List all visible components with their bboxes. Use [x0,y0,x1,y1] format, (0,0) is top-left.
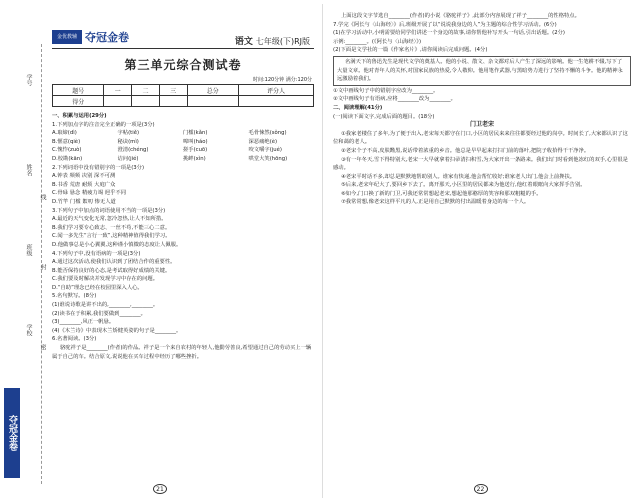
binding-label-class: 班级 [25,244,32,256]
option: 挑衅(xìn) [183,155,206,162]
section-heading: 一、积累与运用(29分) [52,113,107,119]
reading-instructions: (一)阅读下面文字,完成后面的题目。(18分) [333,113,435,120]
binding-secret-mark: 密 [39,344,46,350]
question-4: 4.下列句子中,没有语病的一项是(3分) [52,250,141,257]
option: 澄清(chéng) [117,147,149,154]
left-questions [52,112,314,361]
brand-title: 夺冠金卷 [85,31,129,44]
option: 毛骨悚然(sǒng) [248,130,287,137]
option: 秘诀(mì) [117,138,139,145]
score-header-cell: 一 [104,85,132,96]
left-page [2,4,318,498]
page-number-right: 22 [323,484,638,494]
score-table [52,84,314,107]
right-questions [333,12,631,207]
option: C.我们要及时解决并发现学习中存在的问题。 [52,276,159,283]
passage-paragraph: ④老宋平时话不多,却总是默默地帮助别人。谁家有快递,他会帮忙收好;谁家老人出门,他会上前搀扶。 [341,173,576,180]
passage-paragraph: ①我家老楼住了多年,为了便于出入,老宋每天都守在门口,小区的居民来来往往都要经过他的岗亭。时间长了,大家都认识了这位和蔼的老人。 [333,130,628,146]
option: B.书香 荒唐 耐烦 大庭广众 [52,181,116,188]
question-6-continued: 上面这段文字节选自________(作者)的小说《骆驼祥子》,此部分内容展现了祥子________的性格特点。 [341,13,580,19]
passage-paragraph: ⑦我常常想,像老宋这样平凡的人,正是用自己默默的付出温暖着身边的每一个人。 [341,199,530,206]
page-header [52,10,314,50]
question-6: 6.名著阅读。(3分) [52,336,97,343]
option: 深恶痛绝(è) [248,138,278,145]
author-card-box [333,56,631,86]
fill-line: ①文中画线句子中的错别字应改为________。 [333,87,439,94]
score-row-label: 得分 [53,96,104,107]
binding-label-name: 姓名 [25,164,32,176]
brand-logo [52,28,132,46]
option: B.惬意(qiè) [52,138,81,145]
fill-line: (3)________,风正一帆悬。 [52,319,115,326]
brand-logo-mark: 金优教辅 [52,30,82,44]
question-3: 3.下列句子中加点的词语使用不当的一项是(3分) [52,207,166,214]
option: A.取缔(dì) [52,130,77,137]
right-page [322,4,638,498]
option: B.能否保持良好的心态,是考试取得好成绩的关键。 [52,267,171,274]
subject-label: 语文 [234,37,253,47]
passage-paragraph: ⑤后来,老宋年纪大了,要回乡下去了。离开那天,小区里的居民都来为他送行,他红着眼眶向大家挥手告别。 [341,182,586,189]
header-divider [52,48,314,49]
binding-seal-mark: 封 [39,264,46,270]
subject-grade [235,34,310,47]
option: A.钟表 频频 决别 深不可测 [52,173,116,180]
question-7-sub-1: (1)在学习活动中,小明需要给同学们讲述一个身边的故事,请你帮他补写开头一句话,引出话题。(2分) [333,30,565,37]
option: 字帖(tiě) [117,130,140,137]
passage-paragraph: ③有一年冬天,雪下得特别大,老宋一大早就拿着扫帚清扫积雪,为大家开出一条路来。我们出门时看到他冻红的双手,心里很是感动。 [333,156,628,172]
score-header-cell: 二 [132,85,160,96]
option: C.愧怍(zuò) [52,147,82,154]
option: D.竹竿 门槛 絮叨 惨无人道 [52,198,116,205]
score-header-cell: 三 [159,85,187,96]
page-number-left: 21 [2,484,318,494]
fill-line: (1)谁说诗歌是讲不出的,________,________。 [52,302,159,309]
section-heading: 二、阅读理解(41分) [333,104,383,111]
option: D.校勘(kān) [52,155,83,162]
score-cell[interactable] [159,96,187,107]
option: A.通过这次活动,使我们认识到了团结合作的重要性。 [52,259,176,266]
fill-line: ②文中画线句子有语病,应将________改为________。 [333,96,456,103]
option: 诘问(jié) [117,155,139,162]
binding-label-student-id: 学号 [25,74,32,86]
question-1: 1.下列加点字的注音完全正确的一项是(3分) [52,121,155,128]
brand-vertical-logo: 夺冠金卷 [4,388,20,478]
score-cell[interactable] [132,96,160,107]
option: 哄堂大笑(hōng) [248,155,288,162]
question-1-options [52,129,314,163]
exam-time-score: 时间:120分钟 满分:120分 [252,77,312,83]
passage-paragraph: ⑥如今,门口换了新的门卫,可我还常常想起老宋,想起他那憨厚的笑容和那双粗糙的手。 [341,190,542,197]
score-cell[interactable] [104,96,132,107]
question-5: 5.名句默写。(8分) [52,293,97,300]
question-2: 2.下列词语中没有错别字的一项是(3分) [52,164,145,171]
score-table-header-row [53,85,314,96]
option: D.他做事总是小心翼翼,这种谨小慎微的态度让人佩服。 [52,241,182,248]
option: 门槛(kǎn) [183,130,208,137]
binding-label-school: 学校 [25,324,32,336]
score-cell[interactable] [238,96,313,107]
binding-line-mark: 线 [39,194,46,200]
option: C.闻一多先生“言行一致”,这种精神值得我们学习。 [52,233,171,240]
option: B.我们学习要专心致志、一丝不苟,不能三心二意。 [52,224,171,231]
exam-title: 第三单元综合测试卷 [124,58,242,72]
option: A.最近的天气变化无常,忽冷忽热,让人不知所措。 [52,216,167,223]
question-7-sub-2: (2)下面是文学社的一篇《作家名片》,请你阅读后完成问题。(4分) [333,47,488,54]
option: 咬文嚼字(jué) [248,147,282,154]
score-table-score-row [53,96,314,107]
score-header-cell: 题号 [53,85,104,96]
binding-strip [2,44,46,484]
question-7-example: 示例:________。(《阿长与〈山海经〉》) [333,38,422,45]
score-header-cell: 评分人 [238,85,313,96]
option: 嗥叫(háo) [183,138,208,145]
option: C.骨碌 悬念 精疲力竭 迥乎不同 [52,190,126,197]
passage-paragraph: ②老宋个子不高,皮肤黝黑,说话带着浓重的乡音。他总是早早起来打扫门前的落叶,把院子收拾得干干净净。 [341,147,590,154]
grade-label: 七年级(下)RJ版 [255,37,310,46]
score-header-cell: 总分 [187,85,238,96]
fill-line: (2)读书在于积累,我们要做到________。 [52,310,146,317]
score-cell[interactable] [187,96,238,107]
question-7: 7.学完《阿长与〈山海经〉》后,班级开展了以“说说我身边的人”为主题的综合性学习活动。(6分) [333,21,557,28]
fill-line: (4)《木兰诗》中表现木兰矫健英姿的句子是________。 [52,327,182,334]
option: D.“自助”理念已经在校园里深入人心。 [52,284,143,291]
passage-title: 门卫老宋 [469,121,494,129]
option: 搓手(cuō) [183,147,208,154]
question-6-text: 骆驼祥子是________(作者)的作品。祥子是一个来自农村的年轻人,他勤劳善良,希望通过自己的劳动买上一辆属于自己的车。结合原文,说说他在买车过程中经历了哪些挫折。 [52,345,312,360]
author-card-text: 名满天下的鲁迅先生是现代文学的奠基人。他的小说、散文、杂文都对后人产生了深远的影响。他一生笔耕不辍,写下了大量文章。他对青年人的关怀,对国家民族的热爱,令人敬仰。他用笔作武器,与黑暗势力进行了坚持不懈的斗争。他的精神永远激励着我们。 [337,58,623,83]
